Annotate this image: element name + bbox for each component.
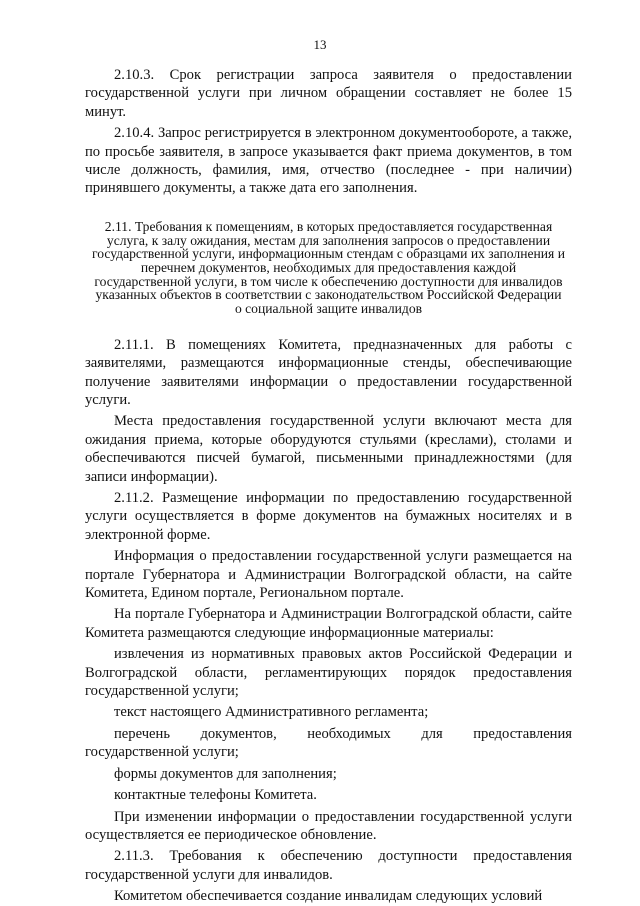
list-item-documents: перечень документов, необходимых для предоставления государственной услуги; <box>85 725 572 761</box>
paragraph-2-10-4: 2.10.4. Запрос регистрируется в электронном документообороте, а также, по просьбе заявителя, в запросе указывается факт приема документов, в том числе должность, фамилия, имя, отчество (последнее - при наличии) принявшего документы, а также дата его заполнения. <box>85 125 572 197</box>
list-item-phones: контактные телефоны Комитета. <box>114 787 317 804</box>
page-number: 13 <box>313 37 327 52</box>
list-item-extracts: извлечения из нормативных правовых актов Российской Федерации и Волгоградской области, регламентирующих порядок предоставления государственной услуги; <box>85 646 572 700</box>
paragraph-conditions: Комитетом обеспечивается создание инвалидам следующих условий <box>114 888 543 905</box>
paragraph-2-11-3: 2.11.3. Требования к обеспечению доступности предоставления государственной услуги для инвалидов. <box>85 848 572 883</box>
document-body <box>85 66 572 906</box>
paragraph-2-10-3: 2.10.3. Срок регистрации запроса заявителя о предоставлении государственной услуги при личном обращении составляет не более 15 минут. <box>85 67 572 120</box>
paragraph-2-11-1: 2.11.1. В помещениях Комитета, предназначенных для работы с заявителями, размещаются информационные стенды, обеспечивающие получение заявителями информации о предоставлении государственной услуги. <box>85 336 572 408</box>
list-item-regulation-text: текст настоящего Административного регламента; <box>114 704 429 721</box>
section-heading-2-11: 2.11. Требования к помещениям, в которых предоставляется государственная услуга, к залу ожидания, местам для заполнения запросов о предоставлении государственной услуги, информационным стендам с образцами их заполнения и перечнем документов, необходимых для предоставления каждой государственной услуги, в том числе к обеспечению доступности для инвалидов указанных объектов в соответствии с законодательством Российской Федерации о социальной защите инвалидов <box>92 218 565 317</box>
paragraph-2-11-2: 2.11.2. Размещение информации по предоставлению государственной услуги осуществляется в форме документов на бумажных носителях и в электронной форме. <box>85 490 572 543</box>
paragraph-updates: При изменении информации о предоставлении государственной услуги осуществляется ее периодическое обновление. <box>85 808 572 843</box>
list-item-forms: формы документов для заполнения; <box>114 765 337 782</box>
paragraph-places: Места предоставления государственной услуги включают места для ожидания приема, которые оборудуются стульями (креслами), столами и обеспечиваются писчей бумагой, письменными принадлежностями (для записи информации). <box>85 413 572 485</box>
paragraph-info-placement: Информация о предоставлении государственной услуги размещается на портале Губернатора и Администрации Волгоградской области, на сайте Комитета, Едином портале, Региональном портале. <box>85 548 572 602</box>
paragraph-portal-materials: На портале Губернатора и Администрации Волгоградской области, сайте Комитета размещаются следующие информационные материалы: <box>85 606 572 641</box>
